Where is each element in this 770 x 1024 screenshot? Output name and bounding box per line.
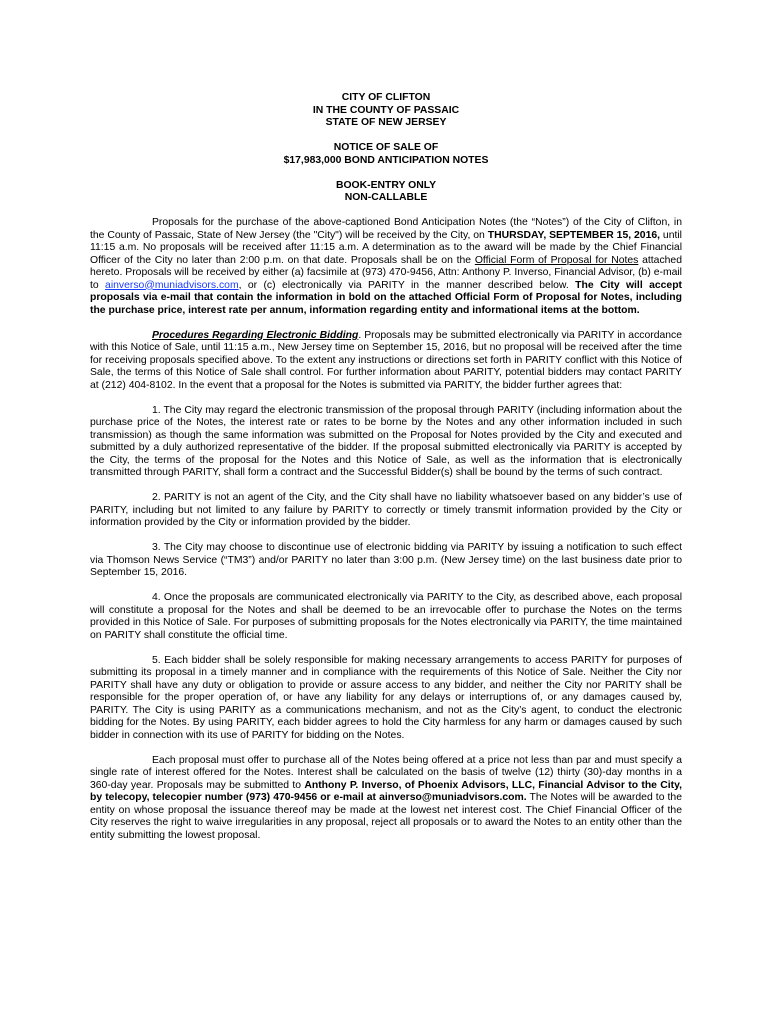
list-item: 4. Once the proposals are communicated electronically via PARITY to the City, as described above, each proposal will constitute a proposal for the Notes and shall be deemed to be an irrevocable offer to purchase the Notes on the terms provided in this Notice of Sale. For purposes of submitting proposals for the Notes electronically via PARITY, the time maintained on PARITY shall constitute the official time.: [90, 592, 682, 641]
intro-text-1: Proposals for the purchase of the above-captioned Bond Anticipation Notes (the “Notes”) of the City of Clifton, in the County of Passaic, State of New Jersey (the "City") will be received by the City, on: [90, 217, 682, 241]
list-item: 5. Each bidder shall be solely responsible for making necessary arrangements to access PARITY for purposes of submitting its proposal in a timely manner and in compliance with the requirements of this Notice of Sale. Neither the City nor PARITY shall have any duty or obligation to provide or assure access to any bidder, and neither the City nor PARITY shall be responsible for the proper operation of, or have any liability for any delays or interruptions of, or any damages caused by, PARITY. The City is using PARITY as a communications mechanism, and not as the City’s agent, to conduct the electronic bidding for the Notes. By using PARITY, each bidder agrees to hold the City harmless for any harm or damages caused by such bidder in connection with its use of PARITY for bidding on the Notes.: [90, 654, 682, 741]
final-text-1: Each proposal must offer to purchase all of the Notes being offered at a price not less than par and must specify a single rate of interest offered for the Notes. Interest shall be calculated on the basis of twelve (12) thirty (30)-day months in a 360-day year. Proposals may be submitted to: [90, 754, 682, 791]
non-callable-label: NON-CALLABLE: [344, 192, 428, 203]
final-text-2: The Notes will be awarded to the entity on whose proposal the issuance thereof may be made at the lowest net interest cost. The Chief Financial Officer of the City reserves the right to waive irregularities in any proposal, reject all proposals or to award the Notes to an entity other than the entity submitting the lowest proposal.: [90, 792, 682, 841]
document-page: [90, 92, 682, 855]
intro-text-4: , or (c) electronically via PARITY in the manner described below.: [238, 279, 576, 291]
procedures-text: . Proposals may be submitted electronically via PARITY in accordance with this Notice of Sale, until 11:15 a.m., New Jersey time on September 15, 2016, but no proposal will be received after the time for receiving proposals specified above. To the extent any instructions or directions set forth in PARITY conflict with this Notice of Sale, the terms of this Notice of Sale shall control. For further information about PARITY, potential bidders may contact PARITY at (212) 404-8102. In the event that a proposal for the Notes is submitted via PARITY, the bidder further agrees that:: [90, 329, 683, 391]
notice-title: NOTICE OF SALE OF: [333, 142, 439, 153]
procedures-paragraph: [90, 330, 682, 393]
list-item: 2. PARITY is not an agent of the City, and the City shall have no liability whatsoever based on any bidder’s use of PARITY, including but not limited to any failure by PARITY to correctly or timely transmit information provided by the City or information provided by the City or information provided by the bidder.: [90, 492, 682, 528]
email-link[interactable]: ainverso@muniadvisors.com: [105, 279, 239, 291]
header-state: STATE OF NEW JERSEY: [325, 117, 447, 128]
header-city: CITY OF CLIFTON: [341, 92, 431, 103]
final-paragraph: [90, 755, 682, 843]
proposal-form-reference: Official Form of Proposal for Notes: [474, 254, 639, 266]
procedures-heading: Procedures Regarding Electronic Bidding: [152, 329, 359, 341]
intro-bold-text: The City will accept proposals via e-mail that contain the information in bold on the attached Official Form of Proposal for Notes, including the purchase price, interest rate per annum, information regarding entity and informational items at the bottom.: [90, 279, 683, 316]
notice-amount: $17,983,000 BOND ANTICIPATION NOTES: [283, 154, 489, 166]
intro-date: THURSDAY, SEPTEMBER 15, 2016,: [487, 229, 661, 241]
list-item: 3. The City may choose to discontinue use of electronic bidding via PARITY by issuing a notification to such effect via Thomson News Service (“TM3”) and/or PARITY no later than 3:00 p.m. (New Jersey time) on the last business date prior to September 15, 2016.: [90, 542, 682, 578]
intro-text-3: attached hereto. Proposals will be received by either (a) facsimile at (973) 470-9456, Attn: Anthony P. Inverso, Financial Advisor, (b) e-mail to: [90, 254, 682, 291]
intro-paragraph: [90, 217, 682, 317]
final-bold-contact: Anthony P. Inverso, of Phoenix Advisors, LLC, Financial Advisor to the City, by telecopy, telecopier number (973) 470-9456 or e-mail at ainverso@muniadvisors.com.: [90, 779, 683, 803]
intro-text-2: until 11:15 a.m. No proposals will be received after 11:15 a.m. A determination as to the award will be made by the Chief Financial Officer of the City no later than 2:00 p.m. on that date. Proposals shall be on the: [90, 229, 682, 266]
list-item: 1. The City may regard the electronic transmission of the proposal through PARITY (including information about the purchase price of the Notes, the interest rate or rates to be borne by the Notes and any other information included in such transmission) as though the same information was submitted on the Proposal for Notes provided by the City and executed and submitted by a duly authorized representative of the bidder. If the proposal submitted electronically via PARITY is accepted by the City, the terms of the proposal for the Notes and this Notice of Sale, as well as the information that is electronically transmitted through PARITY, shall form a contract and the Successful Bidder(s) shall be bound by the terms of such contract.: [90, 404, 682, 478]
header-county: IN THE COUNTY OF PASSAIC: [312, 104, 460, 116]
book-entry-label: BOOK-ENTRY ONLY: [335, 179, 437, 191]
